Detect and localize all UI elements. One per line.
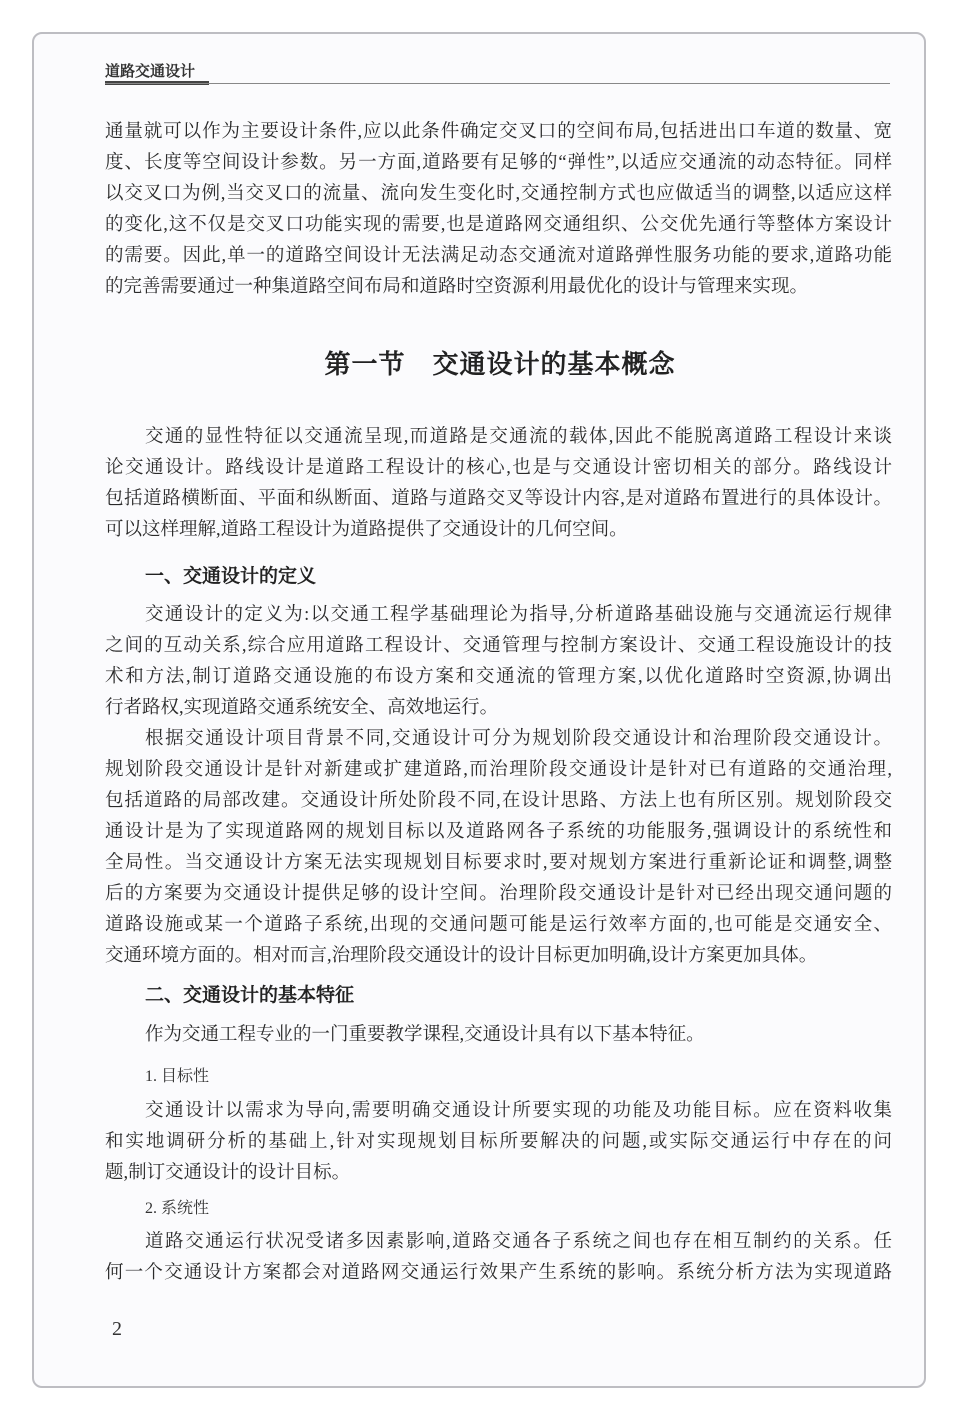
- text-line: 包括道路的局部改建。交通设计所处阶段不同,在设计思路、方法上也有所区别。规划阶段交: [105, 791, 892, 811]
- text-line: 作为交通工程专业的一门重要教学课程,交通设计具有以下基本特征。: [145, 1025, 705, 1045]
- text-line: 以交叉口为例,当交叉口的流量、流向发生变化时,交通控制方式也应做适当的调整,以适应这样: [105, 184, 892, 204]
- running-header: 道路交通设计: [105, 63, 196, 80]
- subheading-goal: 1. 目标性: [145, 1068, 210, 1085]
- text-line: 的变化,这不仅是交叉口功能实现的需要,也是道路网交通组织、公交优先通行等整体方案设计: [105, 215, 892, 235]
- text-line: 交通的显性特征以交通流呈现,而道路是交通流的载体,因此不能脱离道路工程设计来谈: [145, 427, 892, 447]
- text-line: 之间的互动关系,综合应用道路工程设计、交通管理与控制方案设计、交通工程设施设计的技: [105, 636, 892, 656]
- text-line: 度、长度等空间设计参数。另一方面,道路要有足够的“弹性”,以适应交通流的动态特征。同样: [105, 153, 892, 173]
- section-title: 第一节 交通设计的基本概念: [324, 350, 676, 379]
- paragraph: [105, 1096, 892, 1189]
- page-number: 2: [112, 1318, 122, 1340]
- paragraph: [105, 600, 892, 724]
- text-line: 交通环境方面的。相对而言,治理阶段交通设计的设计目标更加明确,设计方案更加具体。: [105, 946, 818, 966]
- text-line: 交通设计以需求为导向,需要明确交通设计所要实现的功能及功能目标。应在资料收集: [145, 1101, 892, 1121]
- text-line: 题,制订交通设计的设计目标。: [105, 1163, 351, 1183]
- paragraph: [105, 422, 892, 546]
- heading-characteristics: 二、交通设计的基本特征: [145, 985, 355, 1006]
- text-line: 论交通设计。路线设计是道路工程设计的核心,也是与交通设计密切相关的部分。路线设计: [105, 458, 892, 478]
- text-line: 可以这样理解,道路工程设计为道路提供了交通设计的几何空间。: [105, 520, 628, 540]
- text-line: 通设计是为了实现道路网的规划目标以及道路网各子系统的功能服务,强调设计的系统性和: [105, 822, 892, 842]
- text-line: 交通设计的定义为:以交通工程学基础理论为指导,分析道路基础设施与交通流运行规律: [145, 605, 892, 625]
- text-line: 后的方案要为交通设计提供足够的设计空间。治理阶段交通设计是针对已经出现交通问题的: [105, 884, 892, 904]
- subheading-system: 2. 系统性: [145, 1200, 210, 1217]
- paragraph: [105, 724, 892, 972]
- text-line: 行者路权,实现道路交通系统安全、高效地运行。: [105, 698, 499, 718]
- text-line: 的完善需要通过一种集道路空间布局和道路时空资源利用最优化的设计与管理来实现。: [105, 277, 809, 297]
- text-line: 道路交通运行状况受诸多因素影响,道路交通各子系统之间也存在相互制约的关系。任: [145, 1232, 892, 1252]
- paragraph: [105, 1020, 892, 1051]
- text-line: 道路设施或某一个道路子系统,出现的交通问题可能是运行效率方面的,也可能是交通安全、: [105, 915, 892, 935]
- text-line: 根据交通设计项目背景不同,交通设计可分为规划阶段交通设计和治理阶段交通设计。: [145, 729, 892, 749]
- text-line: 术和方法,制订道路交通设施的布设方案和交通流的管理方案,以优化道路时空资源,协调出: [105, 667, 892, 687]
- paragraph: [105, 117, 892, 303]
- header-rule: [105, 83, 890, 84]
- text-line: 的需要。因此,单一的道路空间设计无法满足动态交通流对道路弹性服务功能的要求,道路功能: [105, 246, 892, 266]
- heading-definition: 一、交通设计的定义: [145, 566, 317, 587]
- text-line: 通量就可以作为主要设计条件,应以此条件确定交叉口的空间布局,包括进出口车道的数量、宽: [105, 122, 892, 142]
- text-line: 规划阶段交通设计是针对新建或扩建道路,而治理阶段交通设计是针对已有道路的交通治理,: [105, 760, 892, 780]
- text-line: 全局性。当交通设计方案无法实现规划目标要求时,要对规划方案进行重新论证和调整,调整: [105, 853, 892, 873]
- paragraph: [105, 1227, 892, 1289]
- text-line: 包括道路横断面、平面和纵断面、道路与道路交叉等设计内容,是对道路布置进行的具体设计。: [105, 489, 892, 509]
- text-line: 和实地调研分析的基础上,针对实现规划目标所要解决的问题,或实际交通运行中存在的问: [105, 1132, 892, 1152]
- text-line: 何一个交通设计方案都会对道路网交通运行效果产生系统的影响。系统分析方法为实现道路: [105, 1263, 892, 1283]
